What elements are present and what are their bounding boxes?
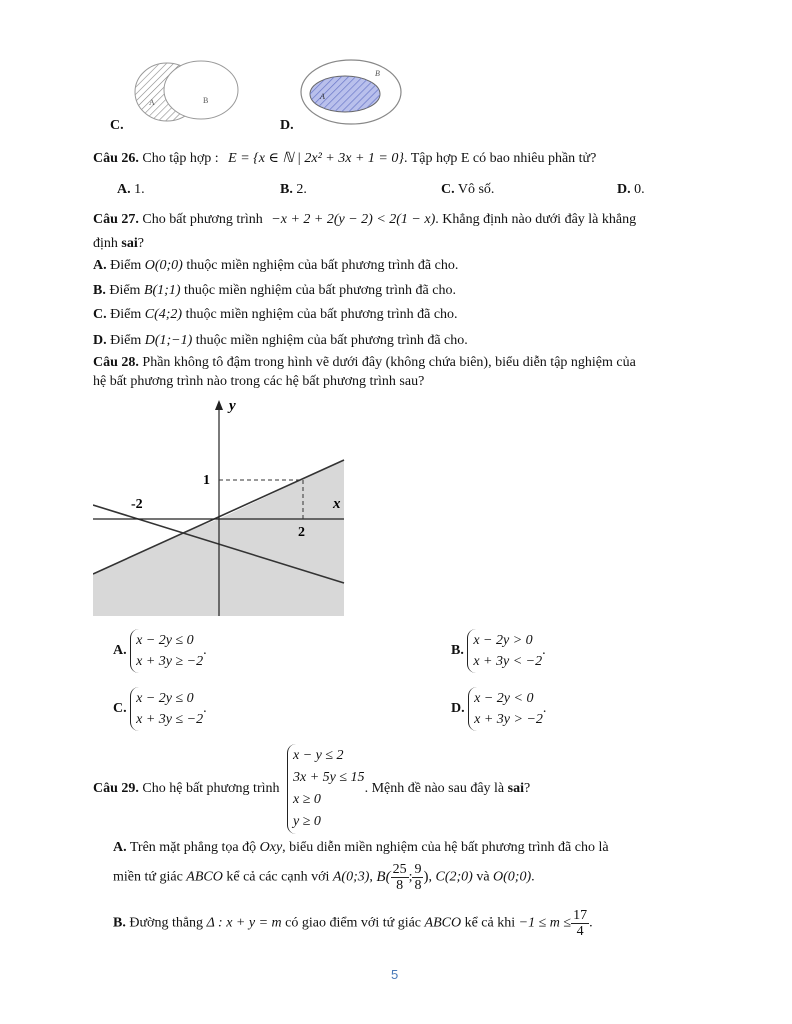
separator: ,	[428, 869, 432, 885]
q26-option-c[interactable]	[441, 182, 494, 198]
system-line: x ≥ 0	[293, 792, 321, 807]
option-text: Điểm	[110, 307, 142, 322]
y-axis-arrow-icon	[215, 400, 223, 410]
system-line: x − y ≤ 2	[293, 748, 344, 763]
question-number: Câu 26.	[93, 151, 139, 166]
q28-option-c[interactable]	[113, 687, 207, 731]
q26-option-d[interactable]	[617, 182, 645, 198]
option-text: kể cả các cạnh với	[226, 869, 330, 885]
question-text-tail: . Tập hợp E có bao nhiêu phần tử?	[403, 151, 597, 166]
option-letter: A.	[93, 258, 107, 273]
option-text: và	[476, 869, 490, 885]
question-text: Cho tập hợp :	[142, 151, 219, 166]
option-letter: A.	[117, 182, 131, 197]
inequality: −x + 2 + 2(y − 2) < 2(1 − x)	[271, 212, 436, 227]
quadrilateral-name: ABCO	[186, 869, 223, 885]
point: O(0;0)	[144, 258, 183, 273]
set-b-shape	[164, 61, 238, 119]
option-letter: C.	[113, 701, 127, 716]
y-axis-label: y	[229, 398, 236, 414]
option-letter: A.	[113, 840, 127, 855]
option-letter: B.	[93, 283, 106, 298]
question-28-stem-line2: hệ bất phương trình nào trong các hệ bất phương trình sau?	[93, 374, 425, 389]
fraction	[412, 862, 423, 893]
option-text: Điểm	[109, 283, 141, 298]
question-number: Câu 29.	[93, 781, 139, 796]
question-26-stem	[93, 150, 596, 167]
option-letter: B.	[280, 182, 293, 197]
option-text: Đường thẳng	[129, 915, 204, 931]
inequality-graph	[93, 398, 349, 620]
option-text: Điểm	[110, 333, 142, 348]
page-number: 5	[391, 967, 399, 982]
venn-figure-d	[298, 56, 408, 128]
question-text: Cho bất phương trình	[142, 212, 263, 227]
terminator: .	[542, 643, 546, 658]
question-mark: ?	[137, 236, 144, 251]
venn-figure-c	[125, 55, 245, 125]
q27-option-b[interactable]	[93, 283, 456, 299]
system-line: x + 3y < −2	[473, 654, 543, 669]
line-equation: Δ : x + y = m	[206, 915, 282, 931]
question-text: Phần không tô đậm trong hình vẽ dưới đây (không chứa biên), biểu diễn tập nghiệm của	[142, 355, 636, 370]
point-a: A(0;3)	[332, 869, 370, 885]
q29-option-a-line2	[113, 862, 535, 893]
option-letter: D.	[451, 701, 465, 716]
x-axis-label: x	[333, 496, 341, 512]
tick-label-neg2: -2	[131, 497, 143, 512]
option-letter: D.	[617, 182, 631, 197]
option-text: thuộc miền nghiệm của bất phương trình đã cho.	[185, 307, 458, 322]
option-text: có giao điểm với tứ giác	[285, 915, 422, 931]
inequality-system	[467, 629, 542, 673]
venn-c-label-a: A	[149, 98, 155, 107]
option-letter: A.	[113, 643, 127, 658]
option-letter: C.	[441, 182, 455, 197]
option-text: Điểm	[110, 258, 142, 273]
q29-option-a-line1[interactable]	[113, 840, 609, 856]
system-line: x − 2y ≤ 0	[136, 633, 194, 648]
inequality-system	[287, 744, 365, 834]
point-b-close: )	[423, 869, 429, 885]
system-line: x − 2y > 0	[473, 633, 533, 648]
option-letter: D.	[93, 333, 107, 348]
q28-option-a[interactable]	[113, 629, 207, 673]
option-text: Trên mặt phẳng tọa độ	[129, 840, 257, 855]
inequality-system	[468, 687, 543, 731]
terminator: .	[203, 643, 207, 658]
point-o: O(0;0)	[493, 869, 532, 885]
figure-d-label: D.	[280, 118, 294, 133]
system-line: y ≥ 0	[293, 814, 321, 829]
option-text: 2.	[296, 182, 307, 197]
terminator: .	[531, 869, 535, 885]
question-number: Câu 27.	[93, 212, 139, 227]
option-text: miền tứ giác	[113, 869, 183, 885]
q28-option-d[interactable]	[451, 687, 546, 731]
terminator: .	[542, 701, 547, 716]
venn-d-label-a: A	[320, 92, 325, 101]
option-text: thuộc miền nghiệm của bất phương trình đã cho.	[186, 258, 459, 273]
system-line: 3x + 5y ≤ 15	[293, 770, 365, 785]
denominator: 8	[414, 878, 422, 893]
figure-c-label: C.	[110, 118, 124, 133]
terminator: .	[203, 701, 207, 716]
q26-option-a[interactable]	[117, 182, 145, 198]
option-text: kể cả khi	[464, 915, 516, 931]
parameter-inequality: −1 ≤ m ≤	[518, 915, 572, 931]
point: B(1;1)	[143, 283, 181, 298]
option-letter: B.	[113, 915, 126, 931]
system-line: x + 3y > −2	[474, 712, 543, 727]
question-text: Cho hệ bất phương trình	[142, 781, 280, 796]
emphasis-word: sai	[507, 781, 524, 796]
question-text-tail: . Mệnh đề nào sau đây là	[364, 781, 508, 796]
option-letter: B.	[451, 643, 464, 658]
tick-label-2: 2	[298, 525, 305, 540]
option-letter: C.	[93, 307, 107, 322]
system-line: x − 2y ≤ 0	[136, 691, 194, 706]
numerator: 9	[414, 862, 422, 877]
point-c: C(2;0)	[435, 869, 473, 885]
quadrilateral-name: ABCO	[424, 915, 462, 931]
tick-label-1: 1	[203, 473, 210, 488]
q27-option-a[interactable]	[93, 258, 458, 274]
coordinate-system: Oxy	[259, 840, 283, 855]
fraction	[571, 908, 589, 939]
denominator: 8	[396, 878, 404, 893]
question-27-stem-line2	[93, 236, 144, 252]
set-expression: E = {x ∈ ℕ | 2x² + 3x + 1 = 0}	[228, 151, 404, 166]
numerator: 25	[392, 862, 407, 877]
system-line: x + 3y ≥ −2	[136, 654, 204, 669]
option-text: thuộc miền nghiệm của bất phương trình đã cho.	[195, 333, 468, 348]
question-text-tail: . Khẳng định nào dưới đây là khẳng	[435, 212, 637, 227]
option-text: Vô số.	[457, 182, 495, 197]
q27-option-c[interactable]	[93, 307, 458, 323]
question-mark: ?	[523, 781, 531, 796]
fraction	[391, 862, 409, 893]
question-29-stem	[93, 744, 530, 834]
option-text: thuộc miền nghiệm của bất phương trình đã cho.	[184, 283, 456, 298]
inequality-system	[130, 629, 203, 673]
option-text: 0.	[634, 182, 645, 197]
question-number: Câu 28.	[93, 355, 139, 370]
question-text: định	[93, 236, 122, 251]
venn-c-label-b: B	[203, 96, 209, 105]
q29-option-b[interactable]	[113, 908, 593, 939]
q26-option-b[interactable]	[280, 182, 307, 198]
point-b-open: B(	[376, 869, 391, 885]
question-28-stem	[93, 355, 636, 371]
q27-option-d[interactable]	[93, 333, 468, 349]
system-line: x − 2y < 0	[474, 691, 534, 706]
option-text: , biểu diễn miền nghiệm của hệ bất phương trình đã cho là	[282, 840, 609, 855]
venn-d-label-b: B	[375, 69, 380, 78]
emphasis-word: sai	[121, 236, 138, 251]
separator: ;	[408, 869, 413, 885]
system-line: x + 3y ≤ −2	[136, 712, 204, 727]
inequality-system	[130, 687, 203, 731]
point: D(1;−1)	[144, 333, 193, 348]
separator: ,	[369, 869, 373, 885]
numerator: 17	[573, 908, 588, 923]
q28-option-b[interactable]	[451, 629, 546, 673]
question-27-stem	[93, 212, 636, 228]
denominator: 4	[576, 924, 584, 939]
terminator: .	[589, 915, 593, 931]
option-text: 1.	[134, 182, 145, 197]
point: C(4;2)	[144, 307, 183, 322]
